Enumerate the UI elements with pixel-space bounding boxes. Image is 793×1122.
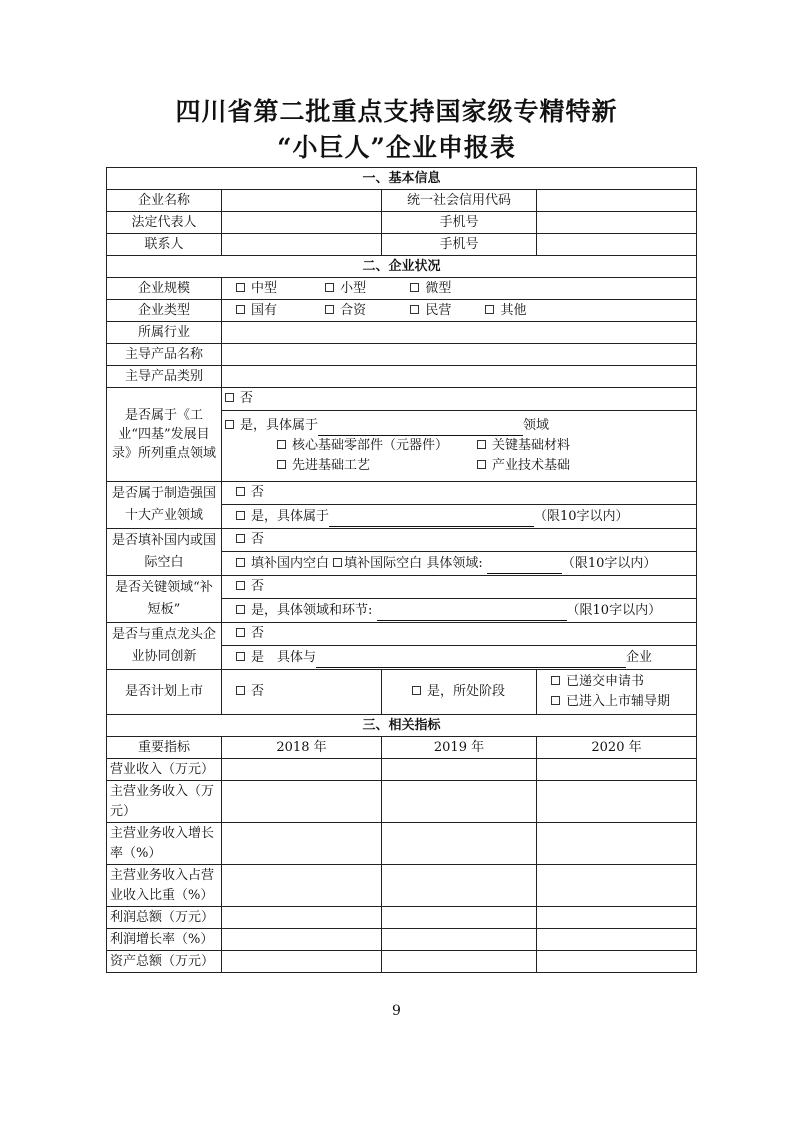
blank-fill-line[interactable] — [487, 559, 562, 574]
blank-fill-no-option[interactable]: 否 — [236, 532, 264, 547]
contact-label: 联系人 — [107, 234, 222, 256]
scale-option-small[interactable]: 小型 — [325, 281, 366, 296]
four-base-fill-line[interactable] — [318, 421, 523, 436]
four-base-yes-option[interactable]: 是，具体属于 — [225, 418, 318, 433]
four-base-sub-materials[interactable]: 关键基础材料 — [477, 438, 570, 453]
key-field-label: 是否关键领域“补短板” — [107, 576, 222, 623]
indicator-cell[interactable] — [537, 759, 697, 781]
indicator-row-label: 营业收入（万元） — [107, 759, 222, 781]
section-company-status-heading: 二、企业状况 — [107, 256, 697, 278]
four-base-no-option[interactable]: 否 — [225, 391, 253, 406]
indicator-cell[interactable] — [222, 823, 382, 865]
indicator-cell[interactable] — [537, 865, 697, 907]
checkbox-icon — [325, 305, 334, 314]
blank-fill-limit: （限10字以内） — [561, 555, 657, 571]
section-indicators-heading: 三、相关指标 — [107, 715, 697, 737]
checkbox-icon — [236, 534, 245, 543]
type-label: 企业类型 — [107, 300, 222, 322]
key-field-yes-option[interactable]: 是，具体领域和环节: — [236, 603, 372, 618]
ipo-stage-tutoring-option[interactable]: 已进入上市辅导期 — [551, 692, 693, 712]
checkbox-icon — [412, 686, 421, 695]
indicator-cell[interactable] — [382, 929, 537, 951]
scale-option-medium[interactable]: 中型 — [236, 281, 277, 296]
checkbox-icon — [477, 460, 486, 469]
indicator-row-label: 主营业务收入占营业收入比重（%） — [107, 865, 222, 907]
year-2018-header: 2018 年 — [222, 737, 382, 759]
industry-field[interactable] — [222, 322, 697, 344]
form-title-line2: “小巨人”企业申报表 — [277, 133, 516, 162]
ten-industry-limit: （限10字以内） — [534, 508, 629, 524]
key-field-limit: （限10字以内） — [566, 602, 662, 618]
checkbox-icon — [236, 686, 245, 695]
form-title-line1: 四川省第二批重点支持国家级专精特新 — [175, 97, 618, 126]
section-basic-info-heading: 一、基本信息 — [107, 168, 697, 190]
checkbox-icon — [485, 305, 494, 314]
indicator-cell[interactable] — [382, 823, 537, 865]
key-field-fill-line[interactable] — [377, 606, 567, 621]
indicator-row-label: 主营业务收入增长率（%） — [107, 823, 222, 865]
four-base-sub-components[interactable]: 核心基础零部件（元器件） — [277, 436, 477, 456]
ipo-stage-application-option[interactable]: 已递交申请书 — [551, 672, 693, 692]
indicator-cell[interactable] — [222, 907, 382, 929]
blank-fill-label: 是否填补国内或国际空白 — [107, 529, 222, 576]
legal-rep-field[interactable] — [222, 212, 382, 234]
contact-mobile-label: 手机号 — [382, 234, 537, 256]
legal-rep-mobile-field[interactable] — [537, 212, 697, 234]
credit-code-label: 统一社会信用代码 — [382, 190, 537, 212]
indicator-cell[interactable] — [382, 951, 537, 973]
checkbox-icon — [236, 628, 245, 637]
checkbox-icon — [236, 652, 245, 661]
four-base-suffix: 领域 — [523, 418, 550, 433]
ipo-yes-option[interactable]: 是，所处阶段 — [412, 684, 505, 699]
indicator-cell[interactable] — [537, 907, 697, 929]
leader-coop-no-option[interactable]: 否 — [236, 626, 264, 641]
product-category-field[interactable] — [222, 366, 697, 388]
product-name-label: 主导产品名称 — [107, 344, 222, 366]
type-option-private[interactable]: 民营 — [410, 303, 451, 318]
type-option-state[interactable]: 国有 — [236, 303, 277, 318]
four-base-label: 是否属于《工业“四基”发展目录》所列重点领域 — [107, 388, 222, 482]
indicator-cell[interactable] — [537, 781, 697, 823]
legal-rep-mobile-label: 手机号 — [382, 212, 537, 234]
indicator-row-label: 主营业务收入（万元） — [107, 781, 222, 823]
ten-industry-label: 是否属于制造强国十大产业领域 — [107, 482, 222, 529]
year-2019-header: 2019 年 — [382, 737, 537, 759]
type-option-jv[interactable]: 合资 — [325, 303, 366, 318]
blank-fill-intl-option[interactable]: 填补国际空白 — [333, 556, 422, 571]
checkbox-icon — [236, 558, 245, 567]
company-name-field[interactable] — [222, 190, 382, 212]
leader-coop-label: 是否与重点龙头企业协同创新 — [107, 623, 222, 670]
indicator-cell[interactable] — [382, 865, 537, 907]
contact-mobile-field[interactable] — [537, 234, 697, 256]
leader-coop-yes-option[interactable]: 是 具体与 — [236, 650, 316, 665]
checkbox-icon — [236, 605, 245, 614]
blank-fill-field-label: 具体领域: — [426, 555, 483, 571]
ten-industry-yes-option[interactable]: 是，具体属于 — [236, 509, 329, 524]
indicator-cell[interactable] — [222, 781, 382, 823]
four-base-sub-tech[interactable]: 产业技术基础 — [477, 458, 570, 473]
leader-coop-suffix: 企业 — [626, 649, 653, 665]
indicator-row-label: 利润总额（万元） — [107, 907, 222, 929]
checkbox-icon — [236, 487, 245, 496]
year-2020-header: 2020 年 — [537, 737, 697, 759]
scale-option-micro[interactable]: 微型 — [410, 281, 451, 296]
checkbox-icon — [477, 440, 486, 449]
checkbox-icon — [333, 558, 342, 567]
indicator-cell[interactable] — [222, 759, 382, 781]
indicator-cell[interactable] — [537, 929, 697, 951]
indicator-column-header: 重要指标 — [107, 737, 222, 759]
checkbox-icon — [236, 305, 245, 314]
indicator-cell[interactable] — [382, 907, 537, 929]
checkbox-icon — [410, 283, 419, 292]
contact-field[interactable] — [222, 234, 382, 256]
blank-fill-domestic-option[interactable]: 填补国内空白 — [236, 556, 329, 571]
industry-label: 所属行业 — [107, 322, 222, 344]
checkbox-icon — [551, 696, 560, 705]
checkbox-icon — [325, 283, 334, 292]
page-number: 9 — [392, 1003, 401, 1019]
indicator-cell[interactable] — [382, 781, 537, 823]
checkbox-icon — [236, 511, 245, 520]
type-option-other[interactable]: 其他 — [485, 303, 526, 318]
legal-rep-label: 法定代表人 — [107, 212, 222, 234]
indicator-row-label: 利润增长率（%） — [107, 929, 222, 951]
indicator-cell[interactable] — [382, 759, 537, 781]
application-form-table — [106, 167, 697, 973]
four-base-sub-process[interactable]: 先进基础工艺 — [277, 456, 477, 476]
checkbox-icon — [277, 460, 286, 469]
checkbox-icon — [236, 283, 245, 292]
indicator-cell[interactable] — [222, 951, 382, 973]
checkbox-icon — [225, 393, 234, 402]
ipo-plan-label: 是否计划上市 — [107, 670, 222, 715]
product-category-label: 主导产品类别 — [107, 366, 222, 388]
checkbox-icon — [236, 581, 245, 590]
indicator-row-label: 资产总额（万元） — [107, 951, 222, 973]
indicator-cell[interactable] — [222, 865, 382, 907]
ipo-no-option[interactable]: 否 — [236, 684, 264, 699]
indicator-cell[interactable] — [537, 823, 697, 865]
indicator-cell[interactable] — [222, 929, 382, 951]
scale-label: 企业规模 — [107, 278, 222, 300]
key-field-no-option[interactable]: 否 — [236, 579, 264, 594]
ten-industry-no-option[interactable]: 否 — [236, 485, 264, 500]
indicator-cell[interactable] — [537, 951, 697, 973]
ten-industry-fill-line[interactable] — [329, 512, 534, 527]
product-name-field[interactable] — [222, 344, 697, 366]
company-name-label: 企业名称 — [107, 190, 222, 212]
checkbox-icon — [225, 420, 234, 429]
checkbox-icon — [277, 440, 286, 449]
checkbox-icon — [410, 305, 419, 314]
credit-code-field[interactable] — [537, 190, 697, 212]
checkbox-icon — [551, 676, 560, 685]
leader-coop-fill-line[interactable] — [316, 653, 626, 668]
